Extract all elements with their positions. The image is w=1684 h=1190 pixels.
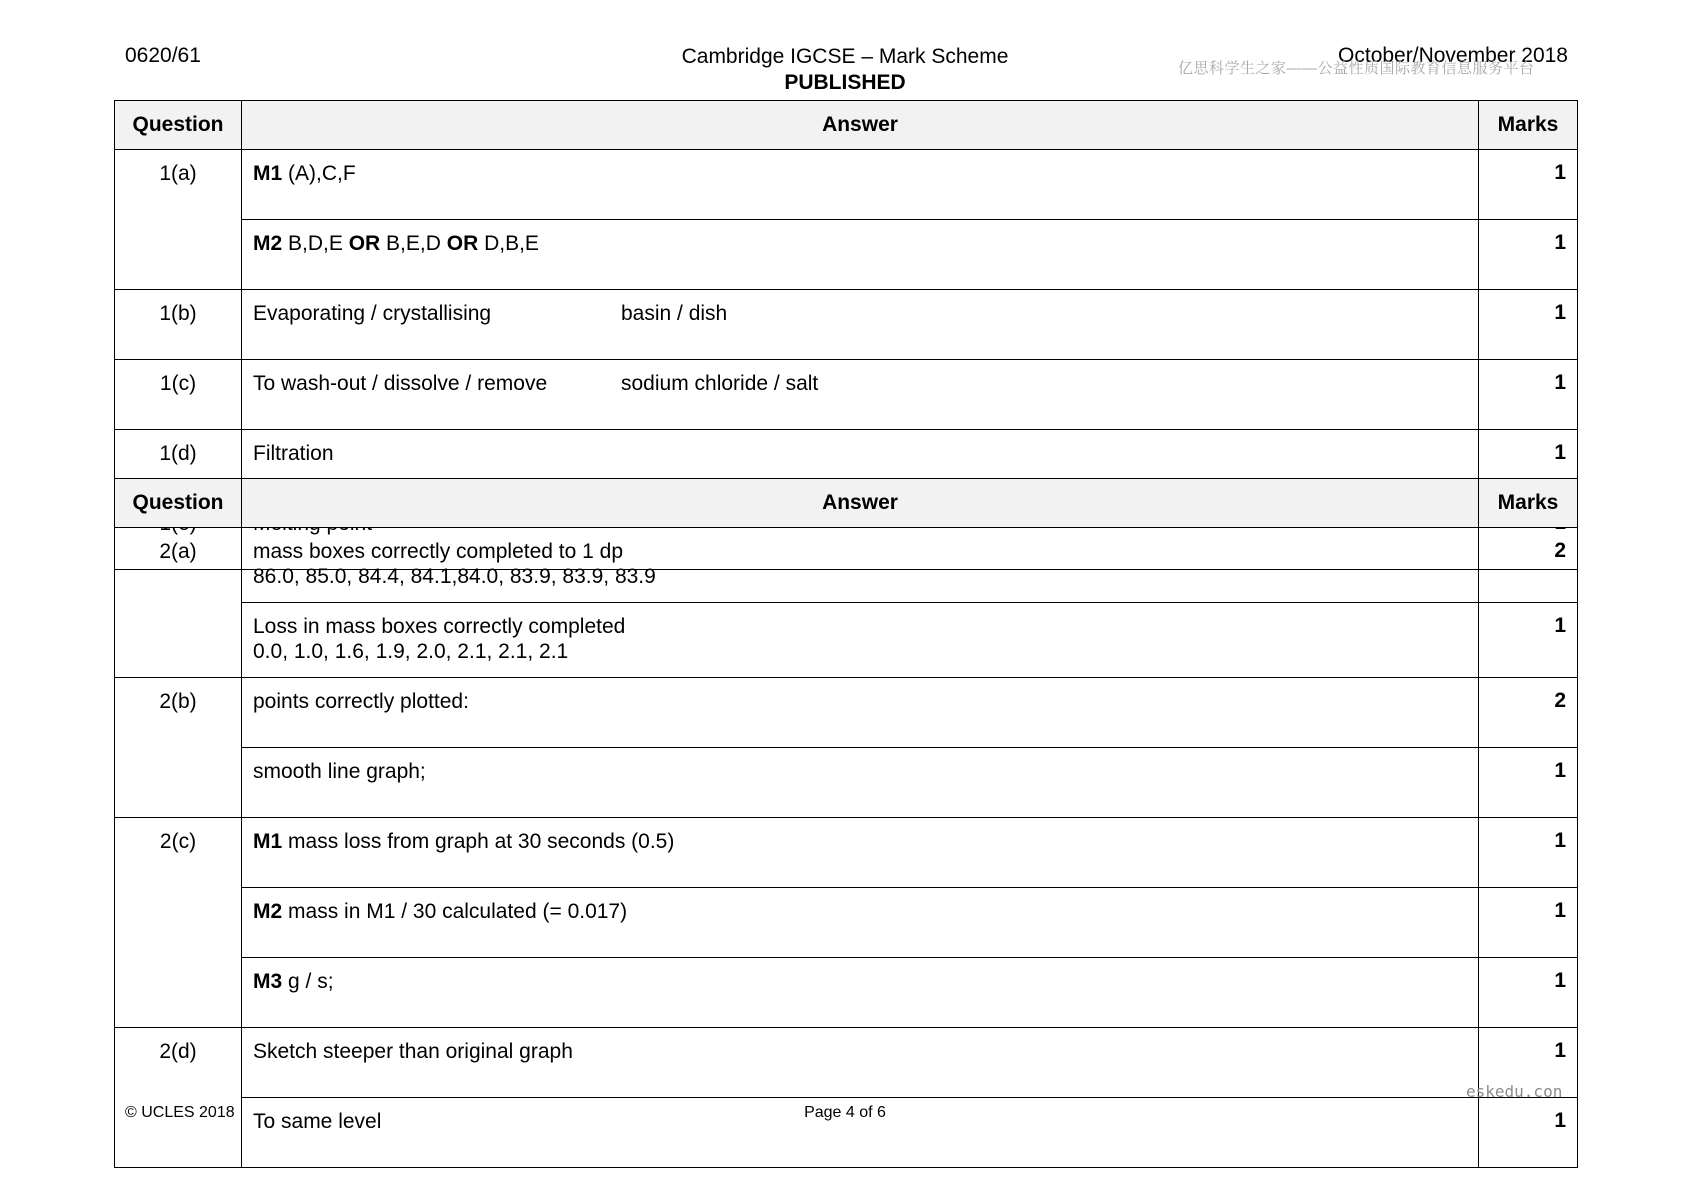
marks-cell: 1	[1479, 150, 1578, 220]
answer-text: mass boxes correctly completed to 1 dp	[253, 540, 624, 563]
answer-text: g / s;	[282, 970, 334, 993]
question-number: 1(c)	[115, 360, 242, 430]
answer-cell	[242, 150, 1479, 220]
mark-scheme-table-q2	[114, 478, 1578, 1168]
table-header-row	[115, 479, 1578, 528]
marks-cell: 1	[1479, 748, 1578, 818]
answer-text: mass loss from graph at 30 seconds (0.5)	[282, 830, 675, 853]
marks-cell: 1	[1479, 958, 1578, 1028]
answer-text: mass in M1 / 30 calculated (= 0.017)	[282, 900, 628, 923]
marks-cell: 1	[1479, 1098, 1578, 1168]
question-number: 2(c)	[115, 818, 242, 1028]
answer-cell	[242, 603, 1479, 678]
answer-cell	[242, 220, 1479, 290]
table-row	[115, 150, 1578, 220]
answer-cell: To same level	[242, 1098, 1479, 1168]
marks-cell: 2	[1479, 528, 1578, 603]
answer-cell	[242, 958, 1479, 1028]
question-number: 2(b)	[115, 678, 242, 818]
table-row	[115, 678, 1578, 748]
answer-text: B,D,E	[282, 232, 349, 255]
marks-header: Marks	[1479, 479, 1578, 528]
answer-text: D,B,E	[478, 232, 539, 255]
answer-values: 0.0, 1.0, 1.6, 1.9, 2.0, 2.1, 2.1, 2.1	[253, 640, 569, 663]
answer-text: Evaporating / crystallising	[253, 302, 492, 325]
table-row	[115, 748, 1578, 818]
answer-text-secondary: sodium chloride / salt	[621, 372, 819, 395]
marks-cell: 1	[1479, 603, 1578, 678]
question-header: Question	[115, 101, 242, 150]
watermark-text: 亿思科学生之家——公益性质国际教育信息服务平台	[1178, 60, 1535, 77]
or-keyword: OR	[348, 232, 381, 255]
marks-cell: 1	[1479, 1028, 1578, 1098]
page-number: Page 4 of 6	[804, 1104, 886, 1121]
exam-session: October/November 2018	[1338, 44, 1568, 67]
marks-cell: 1	[1479, 430, 1578, 500]
answer-text-secondary: basin / dish	[621, 302, 728, 325]
table-row	[115, 888, 1578, 958]
mark-point-label: M1	[253, 830, 283, 853]
answer-cell	[242, 290, 1479, 360]
table-row	[115, 958, 1578, 1028]
answer-text: (A),C,F	[282, 162, 356, 185]
answer-cell	[242, 360, 1479, 430]
question-number: 2(d)	[115, 1028, 242, 1168]
marks-cell: 1	[1479, 818, 1578, 888]
question-number: 1(a)	[115, 150, 242, 290]
mark-point-label: M2	[253, 232, 283, 255]
answer-header: Answer	[242, 479, 1479, 528]
marks-cell: 1	[1479, 220, 1578, 290]
mark-point-label: M3	[253, 970, 283, 993]
table-header-row	[115, 101, 1578, 150]
question-number: 1(d)	[115, 430, 242, 500]
table-row	[115, 603, 1578, 678]
marks-header: Marks	[1479, 101, 1578, 150]
or-keyword: OR	[446, 232, 479, 255]
table-row	[115, 528, 1578, 603]
answer-cell: Sketch steeper than original graph	[242, 1028, 1479, 1098]
answer-cell	[242, 888, 1479, 958]
question-number: 2(a)	[115, 528, 242, 678]
marks-cell: 1	[1479, 290, 1578, 360]
document-title: Cambridge IGCSE – Mark Scheme	[681, 45, 1009, 68]
answer-values: 86.0, 85.0, 84.4, 84.1,84.0, 83.9, 83.9, 83.9	[253, 565, 656, 588]
answer-cell: points correctly plotted:	[242, 678, 1479, 748]
question-number: 1(b)	[115, 290, 242, 360]
answer-cell: Filtration	[242, 430, 1479, 500]
table-row	[115, 290, 1578, 360]
mark-point-label: M1	[253, 162, 283, 185]
published-label: PUBLISHED	[784, 71, 906, 94]
answer-header: Answer	[242, 101, 1479, 150]
answer-cell: smooth line graph;	[242, 748, 1479, 818]
answer-cell	[242, 818, 1479, 888]
marks-cell: 1	[1479, 888, 1578, 958]
question-header: Question	[115, 479, 242, 528]
answer-text: B,E,D	[380, 232, 447, 255]
site-watermark: eskedu.con	[1466, 1082, 1563, 1101]
table-row	[115, 1028, 1578, 1098]
table-row	[115, 818, 1578, 888]
marks-cell: 1	[1479, 360, 1578, 430]
table-row	[115, 220, 1578, 290]
answer-text: Loss in mass boxes correctly completed	[253, 615, 626, 638]
marks-cell: 2	[1479, 678, 1578, 748]
answer-text: To wash-out / dissolve / remove	[253, 372, 548, 395]
table-row	[115, 360, 1578, 430]
mark-point-label: M2	[253, 900, 283, 923]
answer-cell	[242, 528, 1479, 603]
copyright: © UCLES 2018	[125, 1104, 235, 1121]
exam-code: 0620/61	[125, 44, 201, 67]
